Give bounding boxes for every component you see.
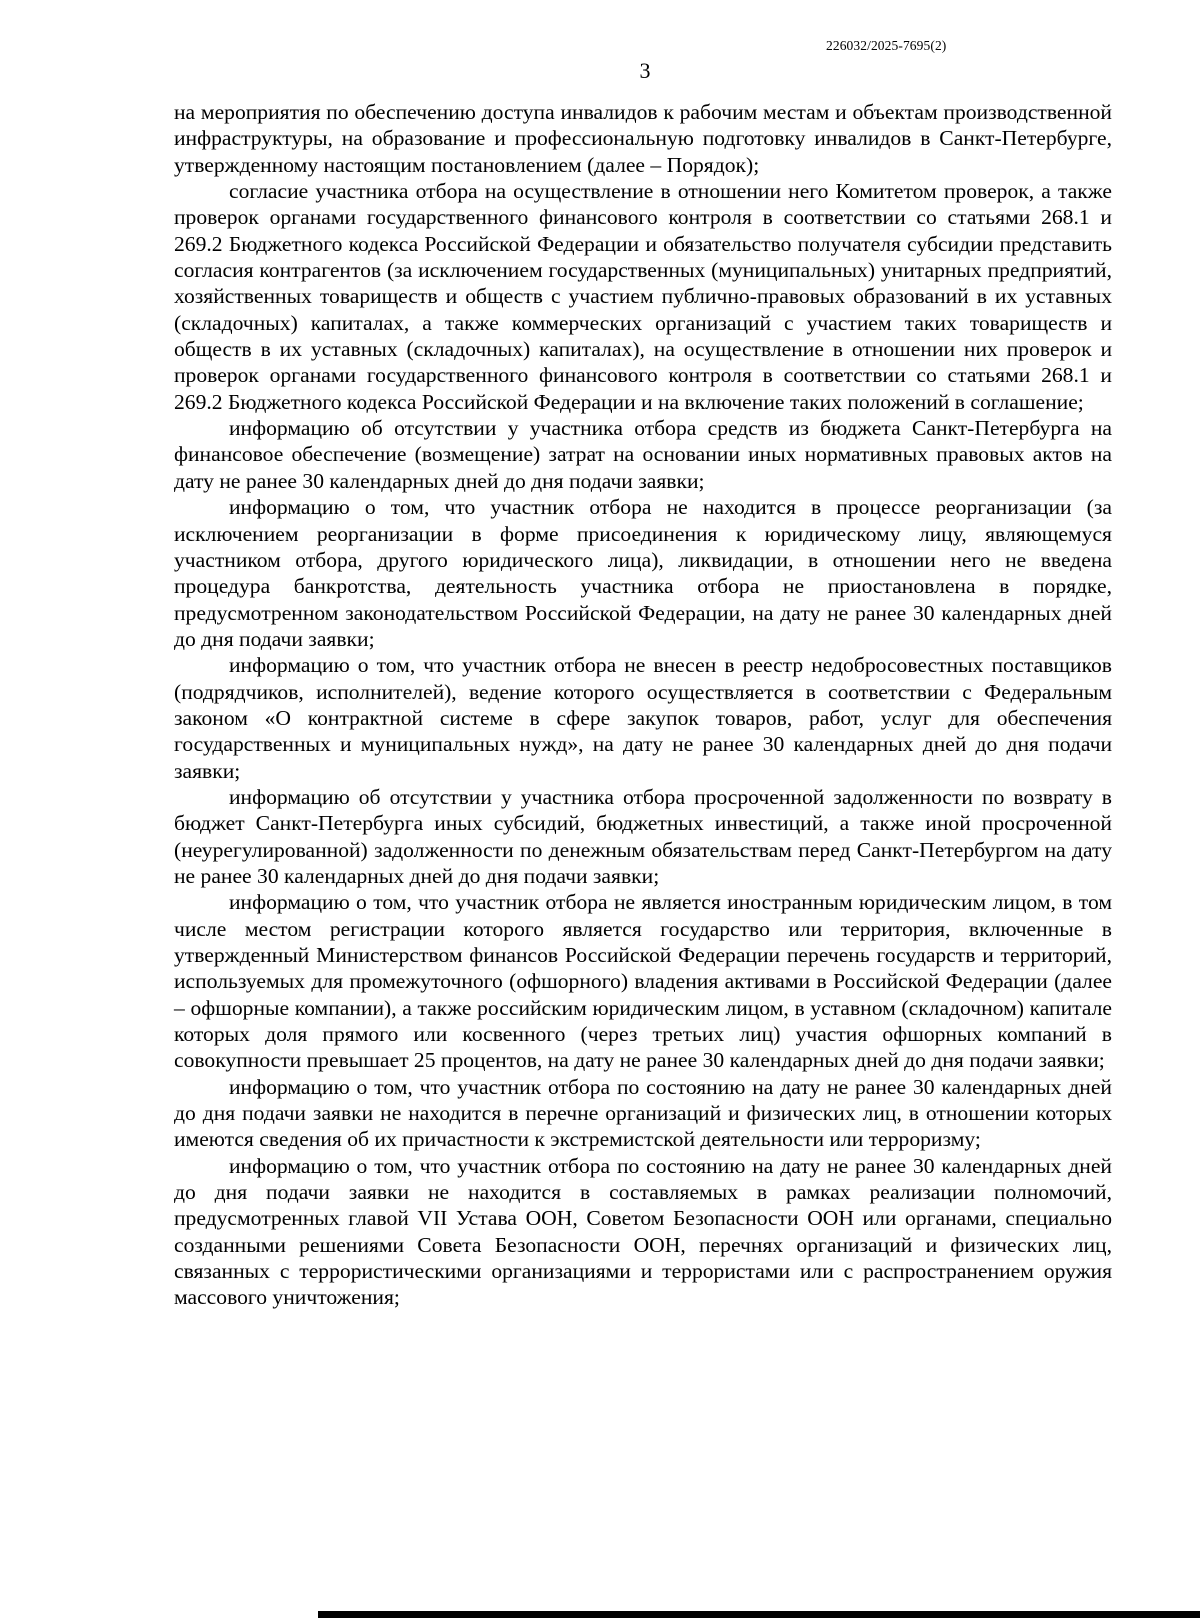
page-number: 3 bbox=[639, 58, 651, 83]
paragraph-no-budget-funds: информацию об отсутствии у участника отбора средств из бюджета Санкт-Петербурга на финансовое обеспечение (возмещение) затрат на основании иных нормативных правовых актов на дату не ранее 30 календарных дней до дня подачи заявки; bbox=[174, 416, 1112, 493]
paragraph-no-reorganization: информацию о том, что участник отбора не находится в процессе реорганизации (за исключением реорганизации в форме присоединения к юридическому лицу, являющемуся участником отбора, другого юридического лица), ликвидации, в отношении него не введена процедура банкротства, деятельность участника отбора не приостановлена в порядке, предусмотренном законодательством Российской Федерации, на дату не ранее 30 календарных дней до дня подачи заявки; bbox=[174, 495, 1112, 651]
paragraph-continuation: на мероприятия по обеспечению доступа инвалидов к рабочим местам и объектам производственной инфраструктуры, на образование и профессиональную подготовку инвалидов в Санкт-Петербурге, утвержденному настоящим постановлением (далее – Порядок); bbox=[174, 100, 1112, 177]
paragraph-not-in-unfair-suppliers-registry: информацию о том, что участник отбора не внесен в реестр недобросовестных поставщиков (подрядчиков, исполнителей), ведение которого осуществляется в соответствии с Федеральным законом «О контрактной системе в сфере закупок товаров, работ, услуг для обеспечения государственных и муниципальных нужд», на дату не ранее 30 календарных дней до дня подачи заявки; bbox=[174, 653, 1112, 783]
paragraph-consent-inspections: согласие участника отбора на осуществление в отношении него Комитетом проверок, а также проверок органами государственного финансового контроля в соответствии со статьями 268.1 и 269.2 Бюджетного кодекса Российской Федерации и обязательство получателя субсидии представить согласия контрагентов (за исключением государственных (муниципальных) унитарных предприятий, хозяйственных товариществ и обществ с участием публично-правовых образований в их уставных (складочных) капиталах, а также коммерческих организаций с участием таких товариществ и обществ в их уставных (складочных) капиталах), на осуществление в отношении них проверок и проверок органами государственного финансового контроля в соответствии со статьями 268.1 и 269.2 Бюджетного кодекса Российской Федерации и на включение таких положений в соглашение; bbox=[174, 179, 1112, 414]
paragraph-no-overdue-debt: информацию об отсутствии у участника отбора просроченной задолженности по возврату в бюджет Санкт-Петербурга иных субсидий, бюджетных инвестиций, а также иной просроченной (неурегулированной) задолженности по денежным обязательствам перед Санкт-Петербургом на дату не ранее 30 календарных дней до дня подачи заявки; bbox=[174, 784, 1112, 888]
document-body bbox=[174, 99, 1112, 1311]
paragraph-not-extremist-list: информацию о том, что участник отбора по состоянию на дату не ранее 30 календарных дней до дня подачи заявки не находится в перечне организаций и физических лиц, в отношении которых имеются сведения об их причастности к экстремистской деятельности или терроризму; bbox=[174, 1074, 1112, 1152]
paragraph-not-un-sanctions-list: информацию о том, что участник отбора по состоянию на дату не ранее 30 календарных дней до дня подачи заявки не находится в составляемых в рамках реализации полномочий, предусмотренных главой VII Устава ООН, Советом Безопасности ООН или органами, специально созданными решениями Совета Безопасности ООН, перечнях организаций и физических лиц, связанных с террористическими организациями и террористами или с распространением оружия массового уничтожения; bbox=[174, 1153, 1112, 1310]
document-registration-number: 226032/2025-7695(2) bbox=[826, 38, 947, 53]
paragraph-not-foreign-entity: информацию о том, что участник отбора не является иностранным юридическим лицом, в том числе местом регистрации которого является государство или территория, включенные в утвержденный Министерством финансов Российской Федерации перечень государств и территорий, используемых для промежуточного (офшорного) владения активами в Российской Федерации (далее – офшорные компании), а также российским юридическим лицом, в уставном (складочном) капитале которых доля прямого или косвенного (через третьих лиц) участия офшорных компаний в совокупности превышает 25 процентов, на дату не ранее 30 календарных дней до дня подачи заявки; bbox=[174, 890, 1112, 1073]
scan-edge-line bbox=[318, 1611, 1200, 1618]
